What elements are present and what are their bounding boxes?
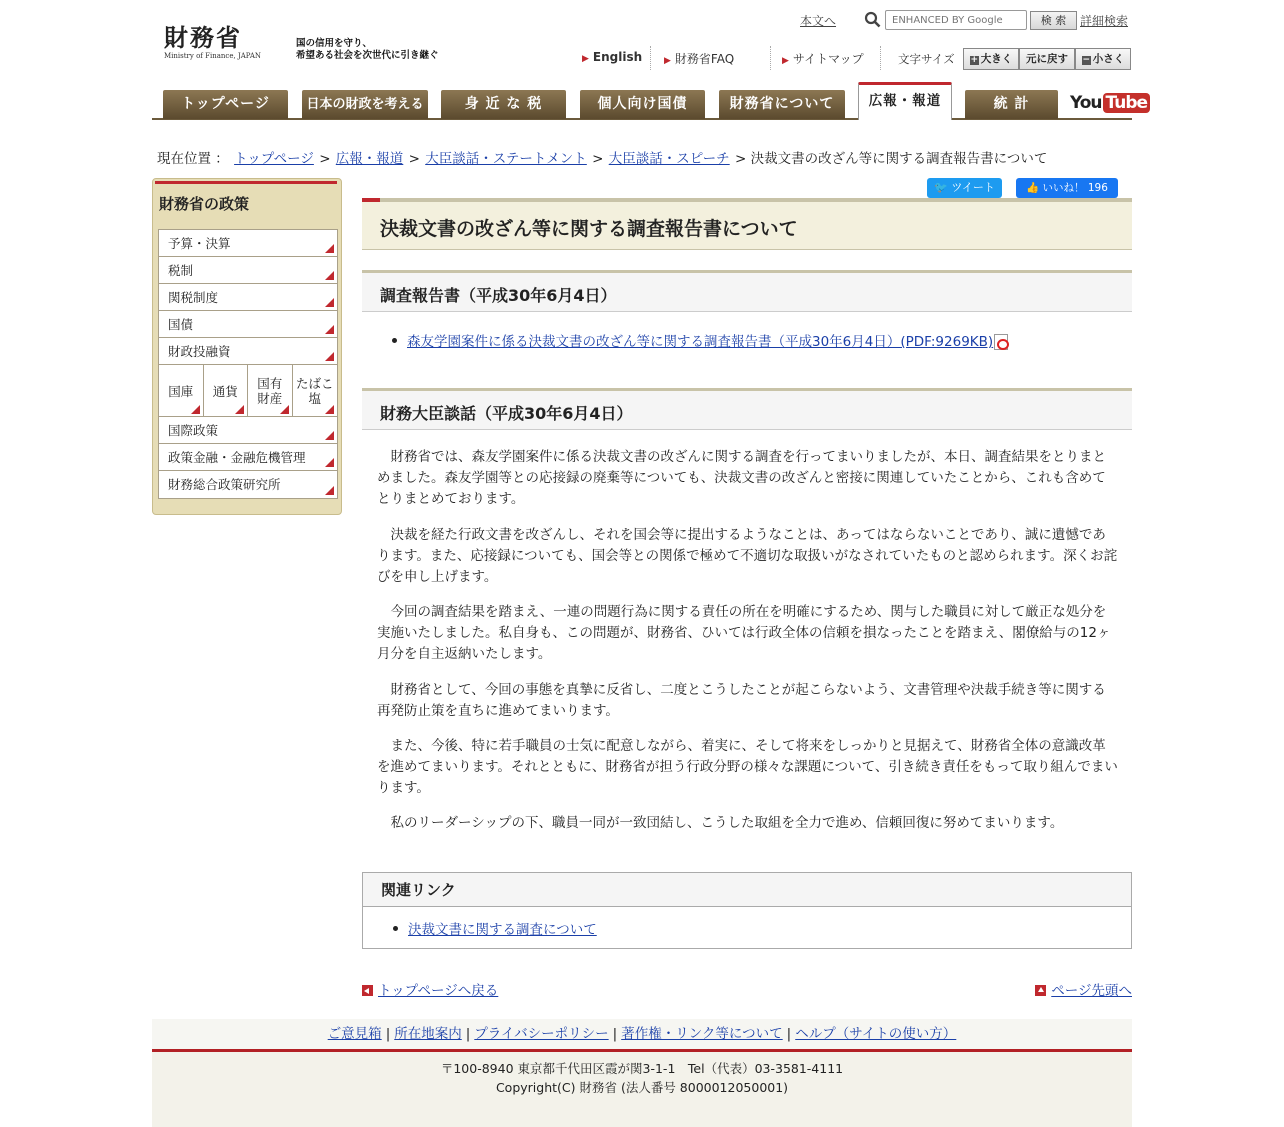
paragraph: 私のリーダーシップの下、職員一同が一致団結し、こうした取組を全力で進め、信頼回復に努めてまいります。 (390, 815, 1064, 831)
font-larger-label: 大きく (980, 53, 1013, 65)
divider (880, 46, 881, 70)
breadcrumb-separator: > (319, 151, 331, 167)
sidebar-item-label: 税制 (168, 263, 194, 278)
sitemap-link[interactable] (782, 50, 864, 67)
sidebar-item-label: 財務総合政策研究所 (168, 477, 281, 492)
breadcrumb-minister-statements[interactable]: 大臣談話・ステートメント (425, 151, 587, 167)
faq-label: 財務省FAQ (674, 52, 735, 66)
sidebar-cell-label: 通貨 (212, 383, 238, 399)
tab-top-page[interactable]: トップページ (163, 90, 288, 119)
breadcrumb-separator: > (408, 151, 420, 167)
tab-about-ministry[interactable]: 財務省について (719, 90, 845, 119)
thumbs-up-icon: 👍 (1026, 182, 1040, 194)
back-arrow-icon (362, 985, 373, 996)
sidebar-item-label: 財政投融資 (168, 344, 231, 359)
footer-link-copyright[interactable]: 著作権・リンク等について (621, 1026, 783, 1042)
corner-arrow-icon (325, 325, 334, 334)
breadcrumb-current: 決裁文書の改ざん等に関する調査報告書について (750, 151, 1048, 167)
page-top-link[interactable] (1035, 979, 1132, 999)
policy-sidebar (152, 178, 342, 515)
footer-separator: | (786, 1026, 792, 1042)
section-statement-title: 財務大臣談話（平成30年6月4日） (380, 404, 633, 423)
corner-arrow-icon (325, 244, 334, 253)
tab-statistics[interactable]: 統 計 (965, 90, 1058, 119)
sidebar-accent-bar (155, 181, 337, 184)
divider (770, 46, 771, 70)
youtube-you: You (1070, 93, 1102, 113)
sidebar-item-treasury[interactable] (159, 365, 204, 417)
section-report-heading (362, 270, 1132, 312)
pdf-icon (994, 334, 1008, 350)
search-input[interactable] (885, 10, 1027, 30)
footer-copyright: Copyright(C) 財務省 (法人番号 8000012050001) (495, 1080, 789, 1095)
footer-link-privacy[interactable]: プライバシーポリシー (474, 1026, 609, 1042)
sidebar-list (158, 229, 338, 499)
footer-separator: | (465, 1026, 471, 1042)
font-size-smaller-button[interactable] (1075, 48, 1131, 70)
sidebar-item-international[interactable] (159, 417, 337, 444)
tab-press[interactable]: 広報・報道 (858, 82, 952, 120)
paragraph: 財務省では、森友学園案件に係る決裁文書の改ざんに関する調査を行ってまいりましたが、本日、調査結果をとりまとめました。森友学園等との応接録の廃棄等についても、決裁文書の改ざんと密接に関連していたことから、これも含めてとりまとめております。 (377, 449, 1106, 507)
corner-arrow-icon (325, 405, 334, 414)
report-pdf-link[interactable]: 森友学園案件に係る決裁文書の改ざん等に関する調査報告書（平成30年6月4日）(PDF:9269KB) (407, 334, 994, 350)
footer-separator: | (612, 1026, 618, 1042)
paragraph: また、今後、特に若手職員の士気に配意しながら、着実に、そして将来をしっかりと見据えて、財務省全体の意識改革を進めてまいります。それとともに、財務省が担う行政分野の様々な課題について、引き続き責任をもって取り組んでまいります。 (377, 738, 1118, 796)
tagline-line-2: 希望ある社会を次世代に引き継ぐ (296, 50, 439, 61)
sidebar-item-tobacco-salt[interactable] (293, 365, 337, 417)
bullet (393, 926, 398, 931)
paragraph: 財務省として、今回の事態を真摯に反省し、二度とこうしたことが起こらないよう、文書管理や決裁手続き等に関する再発防止策を直ちに進めてまいります。 (377, 682, 1106, 719)
font-size-larger-button[interactable] (963, 48, 1019, 70)
related-link[interactable]: 決裁文書に関する調査について (408, 922, 597, 938)
triangle-right-icon: ▶ (782, 56, 789, 66)
breadcrumb-press[interactable]: 広報・報道 (335, 151, 404, 167)
sidebar-item-label: 政策金融・金融危機管理 (168, 450, 306, 465)
facebook-like-button[interactable] (1016, 178, 1118, 198)
sidebar-item-tax[interactable] (159, 257, 337, 284)
corner-arrow-icon (325, 431, 334, 440)
like-label: いいね！ 196 (1042, 182, 1108, 194)
breadcrumb-separator: > (592, 151, 604, 167)
page-top-label: ページ先頭へ (1051, 983, 1132, 999)
minus-icon: − (1082, 55, 1091, 65)
section-statement-heading (362, 388, 1132, 430)
tweet-button[interactable] (927, 178, 1002, 198)
sidebar-title: 財務省の政策 (159, 195, 250, 213)
related-links-title: 関連リンク (363, 873, 1131, 907)
tab-individual-bonds[interactable]: 個人向け国債 (580, 90, 705, 119)
corner-arrow-icon (325, 352, 334, 361)
footer-separator: | (385, 1026, 391, 1042)
paragraph: 決裁を経た行政文書を改ざんし、それを国会等に提出するようなことは、あってはならないことであり、誠に遺憾であります。また、応接録についても、国会等との関係で極めて不適切な取扱いがなされていたものと認められます。深くお詫びを申し上げます。 (377, 527, 1118, 585)
footer-address: 〒100-8940 東京都千代田区霞が関3-1-1 Tel（代表）03-3581-4111 (440, 1061, 844, 1076)
footer-link-help[interactable]: ヘルプ（サイトの使い方） (795, 1026, 957, 1042)
paragraph: 今回の調査結果を踏まえ、一連の問題行為に関する責任の所在を明確にするため、関与した職員に対して厳正な処分を実施いたしました。私自身も、この問題が、財務省、ひいては行政全体の信頼を損なったことを踏まえ、閣僚給与の12ヶ月分を自主返納いたします。 (377, 604, 1111, 662)
footer-link-location[interactable]: 所在地案内 (394, 1026, 462, 1042)
youtube-tube: Tube (1103, 93, 1151, 113)
divider (650, 46, 651, 70)
tab-taxes[interactable]: 身 近 な 税 (441, 90, 566, 119)
sidebar-item-currency[interactable] (204, 365, 249, 417)
footer-links (152, 1019, 1132, 1052)
corner-arrow-icon (325, 298, 334, 307)
twitter-icon: 🐦 (934, 181, 948, 194)
section-report-title: 調査報告書（平成30年6月4日） (380, 286, 617, 305)
font-size-reset-button[interactable] (1019, 48, 1075, 70)
font-size-label: 文字サイズ (898, 52, 955, 66)
sidebar-item-label: 国際政策 (168, 423, 219, 438)
page (152, 0, 1148, 1127)
breadcrumb-minister-speeches[interactable]: 大臣談話・スピーチ (608, 151, 730, 167)
footer-link-feedback[interactable]: ご意見箱 (327, 1026, 382, 1042)
sidebar-item-jgb[interactable] (159, 311, 337, 338)
sidebar-item-label: 関税制度 (168, 290, 219, 305)
breadcrumb-label: 現在位置 ： (157, 151, 229, 167)
breadcrumb-separator: > (734, 151, 747, 167)
sidebar-cell-label: 国庫 (168, 383, 194, 399)
sidebar-item-research-institute[interactable] (159, 471, 337, 498)
search-button[interactable]: 検 索 (1030, 11, 1077, 30)
sidebar-item-label: 予算・決算 (168, 236, 231, 251)
sidebar-item-label: 国債 (168, 317, 194, 332)
tagline (296, 38, 439, 62)
sidebar-cell-label: たばこ塩 (295, 376, 334, 406)
triangle-right-icon: ▶ (582, 54, 589, 64)
search-icon (864, 11, 881, 28)
back-to-top-page-link[interactable] (362, 979, 498, 999)
font-smaller-label: 小さく (1092, 53, 1125, 65)
footer-address-block (152, 1052, 1132, 1127)
corner-arrow-icon (325, 458, 334, 467)
bullet (392, 338, 397, 343)
page-title-bar (362, 198, 1132, 250)
english-link[interactable] (582, 50, 642, 64)
tweet-label: ツイート (951, 181, 995, 194)
back-to-top-label: トップページへ戻る (378, 983, 499, 999)
sidebar-item-filp[interactable] (159, 338, 337, 365)
corner-arrow-icon (325, 271, 334, 280)
plus-icon: + (970, 55, 979, 65)
page-title: 決裁文書の改ざん等に関する調査報告書について (380, 218, 798, 240)
advanced-search-link[interactable]: 詳細検索 (1080, 14, 1129, 28)
sitemap-label: サイトマップ (792, 52, 864, 66)
report-pdf-item (392, 330, 1008, 350)
font-reset-label: 元に戻す (1026, 53, 1068, 65)
corner-arrow-icon (191, 405, 200, 414)
skip-to-content-link[interactable]: 本文へ (800, 14, 837, 28)
sidebar-item-national-property[interactable] (248, 365, 293, 417)
main-navigation (152, 80, 1148, 120)
title-accent (362, 198, 380, 202)
tagline-line-1: 国の信用を守り、 (296, 38, 373, 49)
logo-english: Ministry of Finance, JAPAN (164, 52, 262, 60)
english-label: English (592, 50, 643, 64)
corner-arrow-icon (325, 486, 334, 495)
tab-japan-finance[interactable]: 日本の財政を考える (302, 90, 428, 119)
faq-link[interactable] (664, 50, 734, 67)
breadcrumb (157, 147, 1047, 167)
youtube-logo[interactable] (1070, 93, 1150, 113)
sidebar-item-policy-finance[interactable] (159, 444, 337, 471)
related-links-box (362, 872, 1132, 949)
sidebar-item-customs[interactable] (159, 284, 337, 311)
corner-arrow-icon (235, 405, 244, 414)
sidebar-grid (159, 365, 337, 417)
sidebar-cell-label: 国有財産 (257, 376, 283, 406)
logo-kanji: 財務省 (164, 23, 242, 52)
ministry-logo[interactable] (164, 24, 274, 64)
up-arrow-icon (1035, 985, 1046, 996)
breadcrumb-top-page[interactable]: トップページ (234, 151, 314, 167)
triangle-right-icon: ▶ (664, 56, 671, 66)
corner-arrow-icon (280, 405, 289, 414)
related-link-item (393, 918, 597, 938)
sidebar-item-budget[interactable] (159, 230, 337, 257)
